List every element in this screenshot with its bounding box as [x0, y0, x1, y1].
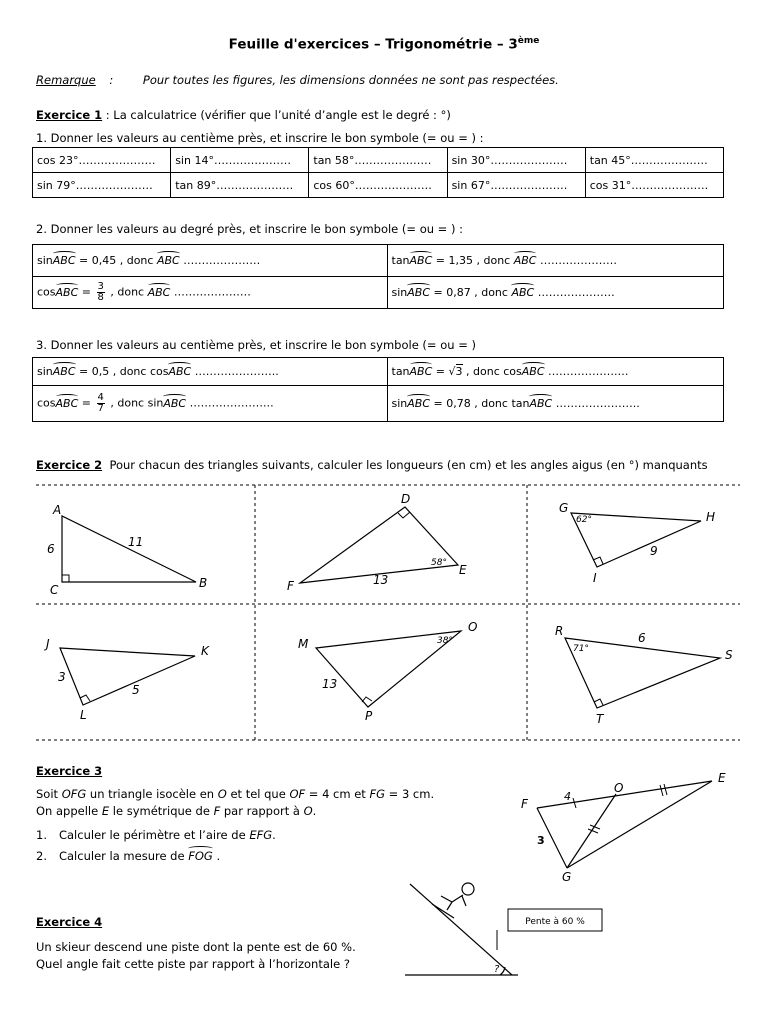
vertex-label: L	[80, 708, 87, 722]
table-cell: tan 89°…………………	[171, 173, 309, 198]
ex1-table2	[32, 244, 724, 309]
side-label: 5	[132, 683, 140, 697]
ex4-line1: Un skieur descend une piste dont la pente est de 60 %.	[36, 940, 356, 954]
vertex-label: G	[562, 870, 572, 884]
ex4-figure	[400, 880, 620, 980]
ex2-heading: Exercice 2 Pour chacun des triangles suivants, calculer les longueurs (en cm) et les angles aigus (en °) manquants	[36, 458, 708, 472]
table-cell: cosABC = $\frac{4}{7}$ , donc sinABC …………………..	[33, 386, 388, 422]
table-cell: sinABC = 0,45 , donc ABC …………………	[33, 245, 388, 277]
vertex-label: K	[201, 644, 209, 658]
table-cell: tan 58°…………………	[309, 148, 447, 173]
vertex-label: R	[555, 624, 564, 638]
side-label: 3	[58, 670, 66, 684]
vertex-label: C	[50, 583, 59, 597]
side-label: 11	[128, 535, 144, 549]
vertex-label: E	[459, 563, 467, 577]
vertex-label: F	[521, 797, 528, 811]
vertex-label: E	[718, 771, 726, 785]
vertex-label: H	[706, 510, 716, 524]
vertex-label: O	[468, 620, 478, 634]
dashed-grid	[36, 485, 740, 740]
ex1-q3: 3. Donner les valeurs au centième près, et inscrire le bon symbole (= ou = )	[36, 338, 476, 352]
side-label: 9	[650, 544, 658, 558]
side-label: 6	[47, 542, 55, 556]
table-cell: sinABC = 0,78 , donc tanABC …………………..	[387, 386, 724, 422]
table-cell: sin 14°…………………	[171, 148, 309, 173]
angle-label: 62°	[576, 515, 592, 525]
vertex-label: D	[401, 492, 411, 506]
ex1-table1	[32, 147, 724, 198]
vertex-label: S	[725, 648, 733, 662]
page-title: Feuille d'exercices – Trigonométrie – 3ème	[228, 36, 540, 53]
table-cell: tanABC = √3 , donc cosABC ……………….…	[387, 358, 724, 386]
angle-arc	[500, 967, 505, 975]
table-cell: cos 31°…………………	[585, 173, 723, 198]
ex2-figures	[0, 478, 768, 744]
angle-question: ?	[494, 964, 500, 975]
angle-label: 71°	[573, 644, 589, 654]
table-cell: tanABC = 1,35 , donc ABC …………………	[387, 245, 724, 277]
vertex-label: I	[593, 571, 597, 585]
ex3-figure	[500, 766, 768, 886]
vertex-label: B	[199, 576, 208, 590]
vertex-label: A	[53, 503, 62, 517]
ex4-line2: Quel angle fait cette piste par rapport à l’horizontale ?	[36, 957, 350, 971]
skier-icon	[432, 883, 474, 918]
table-cell: sin 79°…………………	[33, 173, 171, 198]
table-cell: sin 67°…………………	[447, 173, 585, 198]
table-cell: tan 45°…………………	[585, 148, 723, 173]
ex1-heading: Exercice 1 : La calculatrice (vérifier que l’unité d’angle est le degré : °)	[36, 108, 451, 122]
sign-text: Pente à 60 %	[525, 917, 585, 927]
ex3-item-2: 2. Calculer la mesure de FOG .	[36, 849, 221, 863]
table-cell: cosABC = $\frac{3}{8}$ , donc ABC …………………	[33, 277, 388, 309]
side-label: 6	[638, 631, 646, 645]
ex1-table3	[32, 357, 724, 422]
triangle-def	[300, 507, 458, 583]
side-label: 13	[322, 677, 338, 691]
side-label: 13	[373, 573, 389, 587]
remark: Remarque : Pour toutes les figures, les dimensions données ne sont pas respectées.	[36, 73, 559, 87]
vertex-label: O	[614, 781, 624, 795]
slope-line	[410, 884, 512, 975]
ex4-heading: Exercice 4	[36, 915, 103, 929]
side-label: 3	[537, 834, 545, 847]
ex1-q1: 1. Donner les valeurs au centième près, et inscrire le bon symbole (= ou = ) :	[36, 131, 484, 145]
vertex-label: T	[596, 712, 604, 726]
ex3-item-1: 1. Calculer le périmètre et l’aire de EFG.	[36, 828, 276, 842]
side-label: 4	[564, 790, 571, 803]
table-cell: sin 30°…………………	[447, 148, 585, 173]
vertex-label: J	[46, 637, 50, 651]
angle-label: 58°	[431, 558, 447, 568]
ex3-line1: Soit OFG un triangle isocèle en O et tel que OF = 4 cm et FG = 3 cm.	[36, 787, 435, 801]
ex1-q2: 2. Donner les valeurs au degré près, et inscrire le bon symbole (= ou = ) :	[36, 222, 463, 236]
table-cell: cos 23°…………………	[33, 148, 171, 173]
vertex-label: P	[365, 709, 373, 723]
vertex-label: F	[287, 579, 294, 593]
ex3-heading: Exercice 3	[36, 764, 103, 778]
angle-label: 38°	[437, 636, 453, 646]
vertex-label: M	[298, 637, 309, 651]
triangle-abc	[62, 516, 196, 582]
ex3-line2: On appelle E le symétrique de F par rapport à O.	[36, 804, 317, 818]
table-cell: sinABC = 0,5 , donc cosABC …………………..	[33, 358, 388, 386]
table-cell: cos 60°…………………	[309, 173, 447, 198]
triangle-jkl	[60, 648, 195, 705]
vertex-label: G	[559, 501, 569, 515]
table-cell: sinABC = 0,87 , donc ABC …………………	[387, 277, 724, 309]
